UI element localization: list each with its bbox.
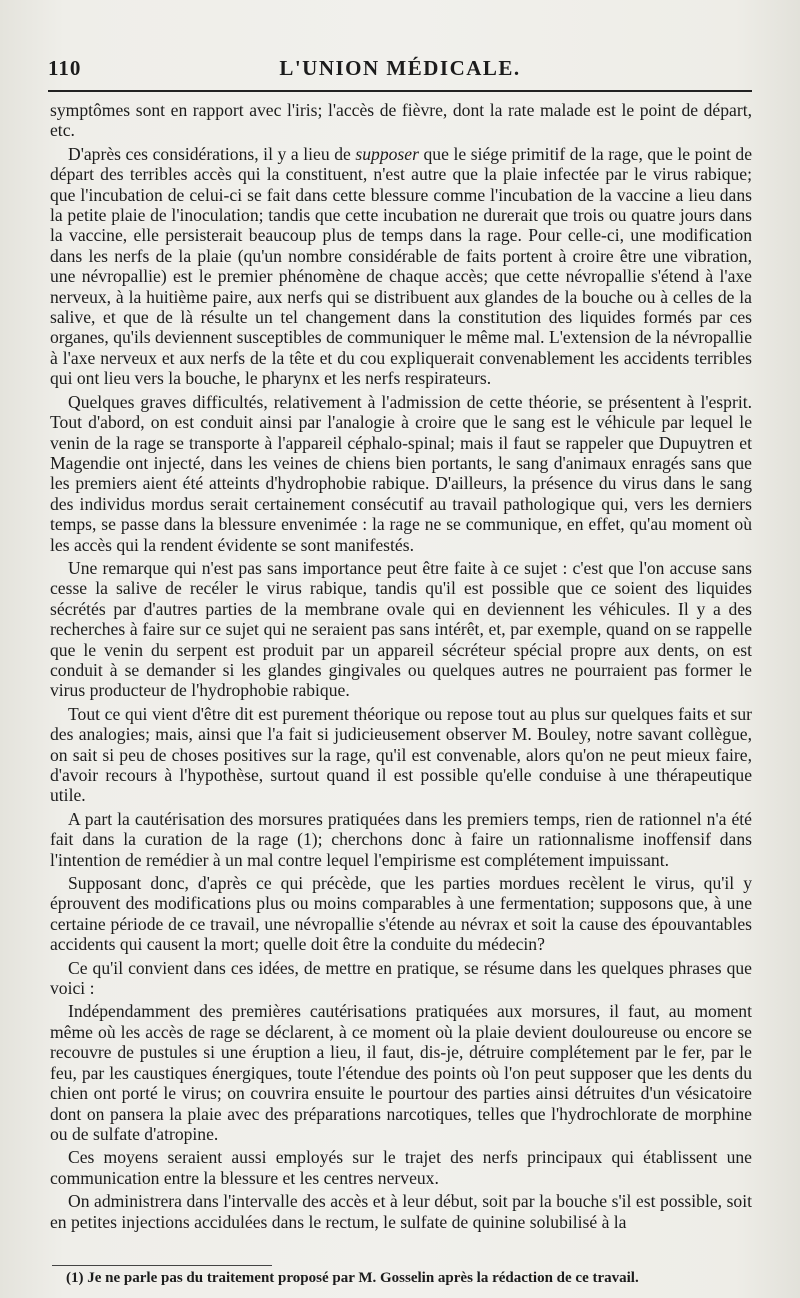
paragraph: Tout ce qui vient d'être dit est purement théorique ou repose tout au plus sur quelques faits et sur des analogies; mais, ainsi que l'a fait si judicieusement observer M. Bouley, notre savant collègue, on sait si peu de choses positives sur la rage, qu'il est convenable, alors qu'on ne peut mieux faire, d'avoir recours à l'hypothèse, surtout quand il est possible qu'elle conduise à une thérapeutique utile. — [50, 703, 752, 806]
paragraph: Supposant donc, d'après ce qui précède, que les parties mordues recèlent le virus, qu'il y éprouvent des modifications plus ou moins comparables à une fermentation; supposons que, à une certaine période de ce travail, une névropallie s'étende au névrax et soit la cause des épouvantables accidents qui causent la mort; quelle doit être la conduite du médecin? — [50, 873, 752, 955]
paragraph: Ce qu'il convient dans ces idées, de mettre en pratique, se résume dans les quelques phrases que voici : — [50, 957, 752, 999]
paragraph: Une remarque qui n'est pas sans importance peut être faite à ce sujet : c'est que l'on accuse sans cesse la salive de recéler le virus rabique, tandis qu'il est possible que ce soient des liquides sécrétés par d'autres parties de la membrane ovale qui en deviennent les véhicules. Il y a des recherches à faire sur ce sujet qui ne seraient pas sans intérêt, et, par exemple, quand on se rappelle que le venin du serpent est produit par un appareil sécréteur spécial propre aux dents, on est conduit à se demander si les glandes gingivales ou quelques autres ne pourraient pas former le virus producteur de l'hydrophobie rabique. — [50, 557, 752, 701]
paragraph-text: que le siége primitif de la rage, que le point de départ des terribles accès qui la constituent, n'est autre que la plaie infectée par le virus rabique; que l'incubation de celui-ci se fait dans cette blessure comme l'incubation de la vaccine a lieu dans la petite plaie de l'inoculation; tandis que cette incubation ne durerait que trois ou quatre jours dans la vaccine, elle persisterait beaucoup plus de temps dans la rage. Pour celle-ci, une modification dans les nerfs de la plaie (qu'un nombre considérable de faits portent à croire être une vibration, une névropallie) est le premier phénomène de chaque accès; que cette névropallie s'étend à l'axe nerveux, à la huitième paire, aux nerfs qui se distribuent aux glandes de la bouche ou à celles de la salive, et que de là résulte un tel changement dans la constitution des liquides formés par ces organes, qu'ils deviennent susceptibles de communiquer le même mal. L'extension de la névropallie à l'axe nerveux et aux nerfs de la tête et du cou expliquerait convenablement les accidents terribles qui ont lieu vers la bouche, le pharynx et les nerfs respirateurs. — [50, 143, 753, 389]
page-header — [48, 56, 752, 84]
paragraph: Quelques graves difficultés, relativement à l'admission de cette théorie, se présentent à l'esprit. Tout d'abord, on est conduit ainsi par l'analogie à croire que le sang est le véhicule par lequel le venin de la rage se transporte à l'appareil céphalo-spinal; mais il faut se rappeler que Dupuytren et Magendie ont injecté, dans les veines de chiens bien portants, le sang d'animaux enragés sans que les premiers aient été atteints d'hydrophobie rabique. D'ailleurs, la présence du virus dans le sang des individus mordus serait certainement consécutif au travail pathologique qui, vers les derniers temps, se passe dans la blessure envenimée : la rage ne se communique, en effet, qu'au moment où les accès qui la rendent évidente se sont manifestés. — [50, 391, 752, 555]
footnote: (1) Je ne parle pas du traitement proposé par M. Gosselin après la rédaction de ce travail. — [66, 1270, 639, 1286]
footnote-rule — [52, 1265, 272, 1266]
paragraph: Ces moyens seraient aussi employés sur le trajet des nerfs principaux qui établissent une communication entre la blessure et les centres nerveux. — [50, 1147, 752, 1188]
emphasis: supposer — [355, 143, 419, 164]
header-rule — [48, 90, 752, 92]
running-title: L'UNION MÉDICALE. — [279, 56, 521, 80]
paragraph: symptômes sont en rapport avec l'iris; l'accès de fièvre, dont la rate malade est le point de départ, etc. — [50, 100, 752, 141]
paragraph: Indépendamment des premières cautérisations pratiquées aux morsures, il faut, au moment même où les accès de rage se déclarent, à ce moment où la plaie devient douloureuse ou encore se recouvre de pustules si une éruption a lieu, il faut, dis-je, détruire complétement par le fer, par le feu, par les caustiques énergiques, toute l'étendue des points où l'on peut supposer que les dents du chien ont porté le virus; on couvrira ensuite le pourtour des parties ainsi détruites d'un vésicatoire dont on pansera la plaie avec des préparations narcotiques, telles que l'hydrochlorate de morphine ou de sulfate d'atropine. — [50, 1001, 752, 1144]
paragraph: On administrera dans l'intervalle des accès et à leur début, soit par la bouche s'il est possible, soit en petites injections accidulées dans le rectum, le sulfate de quinine solubilisé à la — [50, 1191, 752, 1232]
body-text — [50, 100, 752, 1235]
paragraph — [50, 144, 752, 389]
page-number: 110 — [48, 56, 82, 80]
paragraph-text: D'après ces considérations, il y a lieu de — [68, 143, 356, 164]
paragraph: A part la cautérisation des morsures pratiquées dans les premiers temps, rien de rationnel n'a été fait dans la curation de la rage (1); cherchons donc à faire un rationnalisme inoffensif dans l'intention de remédier à un mal contre lequel l'empirisme est complétement impuissant. — [50, 808, 752, 870]
